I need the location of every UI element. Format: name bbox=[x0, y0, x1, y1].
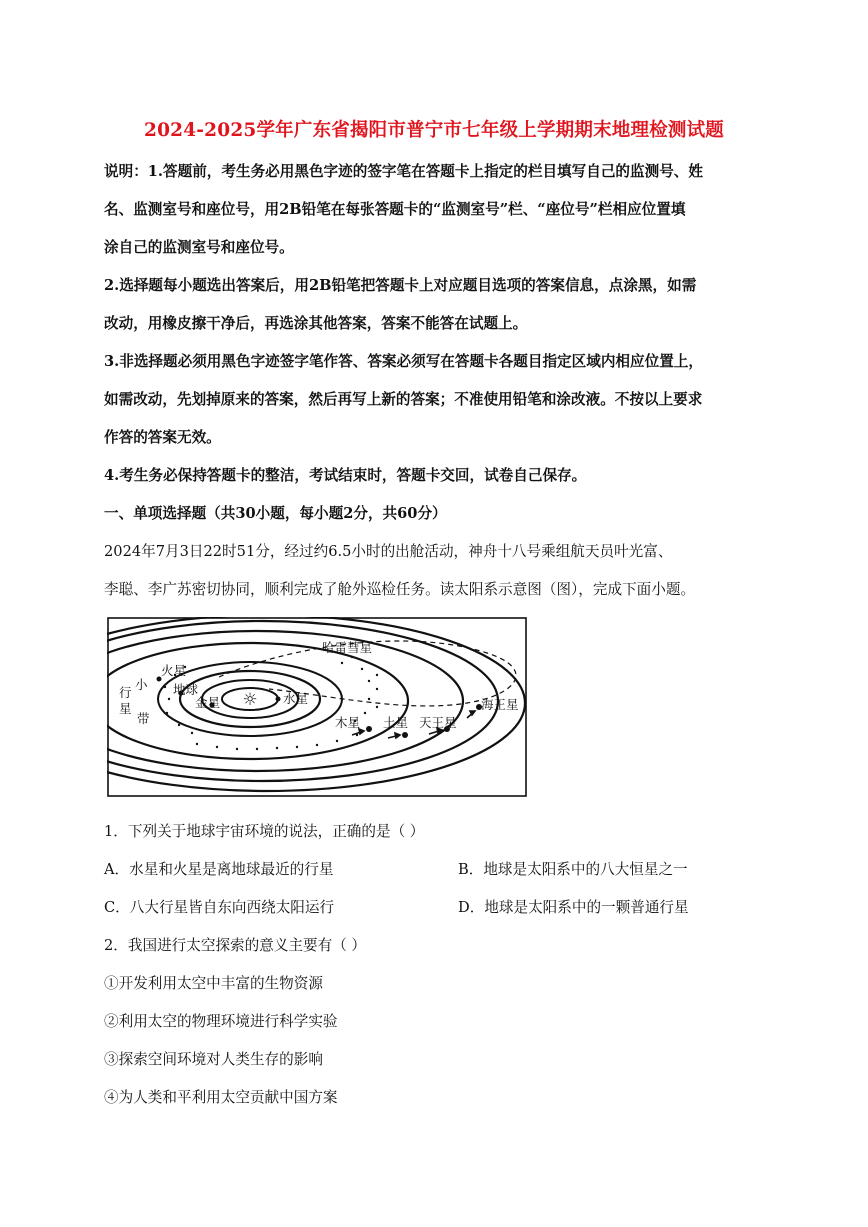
document-title: 2024-2025学年广东省揭阳市普宁市七年级上学期期末地理检测试题 bbox=[144, 120, 724, 141]
label-halley: 哈雷彗星 bbox=[322, 640, 373, 655]
instruction-line-6: 3.非选择题必须用黑色字迹签字笔作答、答案必须写在答题卡各题目指定区域内相应位置上， bbox=[104, 353, 703, 370]
label-saturn: 土星 bbox=[383, 715, 409, 730]
instruction-line-7: 如需改动，先划掉原来的答案，然后再写上新的答案；不准使用铅笔和涂改液。不按以上要求 bbox=[104, 391, 703, 408]
label-jupiter: 木星 bbox=[335, 715, 361, 730]
question-2-stem: 2．我国进行太空探索的意义主要有（ ） bbox=[104, 937, 367, 954]
question-1-option-b[interactable]: B．地球是太阳系中的八大恒星之一 bbox=[458, 861, 688, 878]
label-earth: 地球 bbox=[173, 682, 199, 697]
label-uranus: 天王星 bbox=[419, 715, 457, 730]
label-asteroid-2: 行 bbox=[119, 685, 132, 700]
passage-line-2: 李聪、李广苏密切协同，顺利完成了舱外巡检任务。读太阳系示意图（图），完成下面小题。 bbox=[104, 581, 696, 598]
instruction-line-3: 涂自己的监测室号和座位号。 bbox=[104, 239, 294, 256]
section-heading: 一、单项选择题（共30小题，每小题2分，共60分） bbox=[104, 505, 447, 522]
instruction-line-4: 2.选择题每小题选出答案后，用2B铅笔把答题卡上对应题目选项的答案信息，点涂黑，如需 bbox=[104, 277, 697, 294]
instruction-line-1: 说明：1.答题前，考生务必用黑色字迹的签字笔在答题卡上指定的栏目填写自己的监测号、姓 bbox=[104, 163, 703, 180]
label-venus: 金星 bbox=[195, 695, 221, 710]
label-asteroid-3: 星 bbox=[119, 701, 132, 716]
question-2-item-2: ②利用太空的物理环境进行科学实验 bbox=[104, 1013, 338, 1030]
instruction-line-8: 作答的答案无效。 bbox=[104, 429, 221, 446]
question-2-item-3: ③探索空间环境对人类生存的影响 bbox=[104, 1051, 323, 1068]
label-asteroid-1: 小 bbox=[135, 677, 148, 692]
question-1-option-c[interactable]: C．八大行星皆自东向西绕太阳运行 bbox=[104, 899, 335, 916]
instruction-line-2: 名、监测室号和座位号，用2B铅笔在每张答题卡的“监测室号”栏、“座位号”栏相应位置填 bbox=[104, 201, 686, 218]
label-mars: 火星 bbox=[161, 663, 187, 678]
question-2-item-4: ④为人类和平利用太空贡献中国方案 bbox=[104, 1089, 338, 1106]
sun-icon: ☼ bbox=[242, 690, 258, 710]
question-2-item-1: ①开发利用太空中丰富的生物资源 bbox=[104, 975, 323, 992]
question-1-option-d[interactable]: D．地球是太阳系中的一颗普通行星 bbox=[458, 899, 689, 916]
passage-line-1: 2024年7月3日22时51分，经过约6.5小时的出舱活动，神舟十八号乘组航天员叶光富、 bbox=[104, 543, 673, 560]
question-1-option-a[interactable]: A．水星和火星是离地球最近的行星 bbox=[104, 861, 334, 878]
instruction-line-5: 改动，用橡皮擦干净后，再选涂其他答案，答案不能答在试题上。 bbox=[104, 315, 528, 332]
solar-system-diagram bbox=[107, 617, 527, 797]
question-1-stem: 1．下列关于地球宇宙环境的说法，正确的是（ ） bbox=[104, 823, 425, 840]
label-asteroid-4: 带 bbox=[137, 711, 150, 726]
label-neptune: 海王星 bbox=[481, 697, 519, 712]
instruction-line-9: 4.考生务必保持答题卡的整洁，考试结束时，答题卡交回，试卷自己保存。 bbox=[104, 467, 587, 484]
label-mercury: 水星 bbox=[283, 691, 309, 706]
